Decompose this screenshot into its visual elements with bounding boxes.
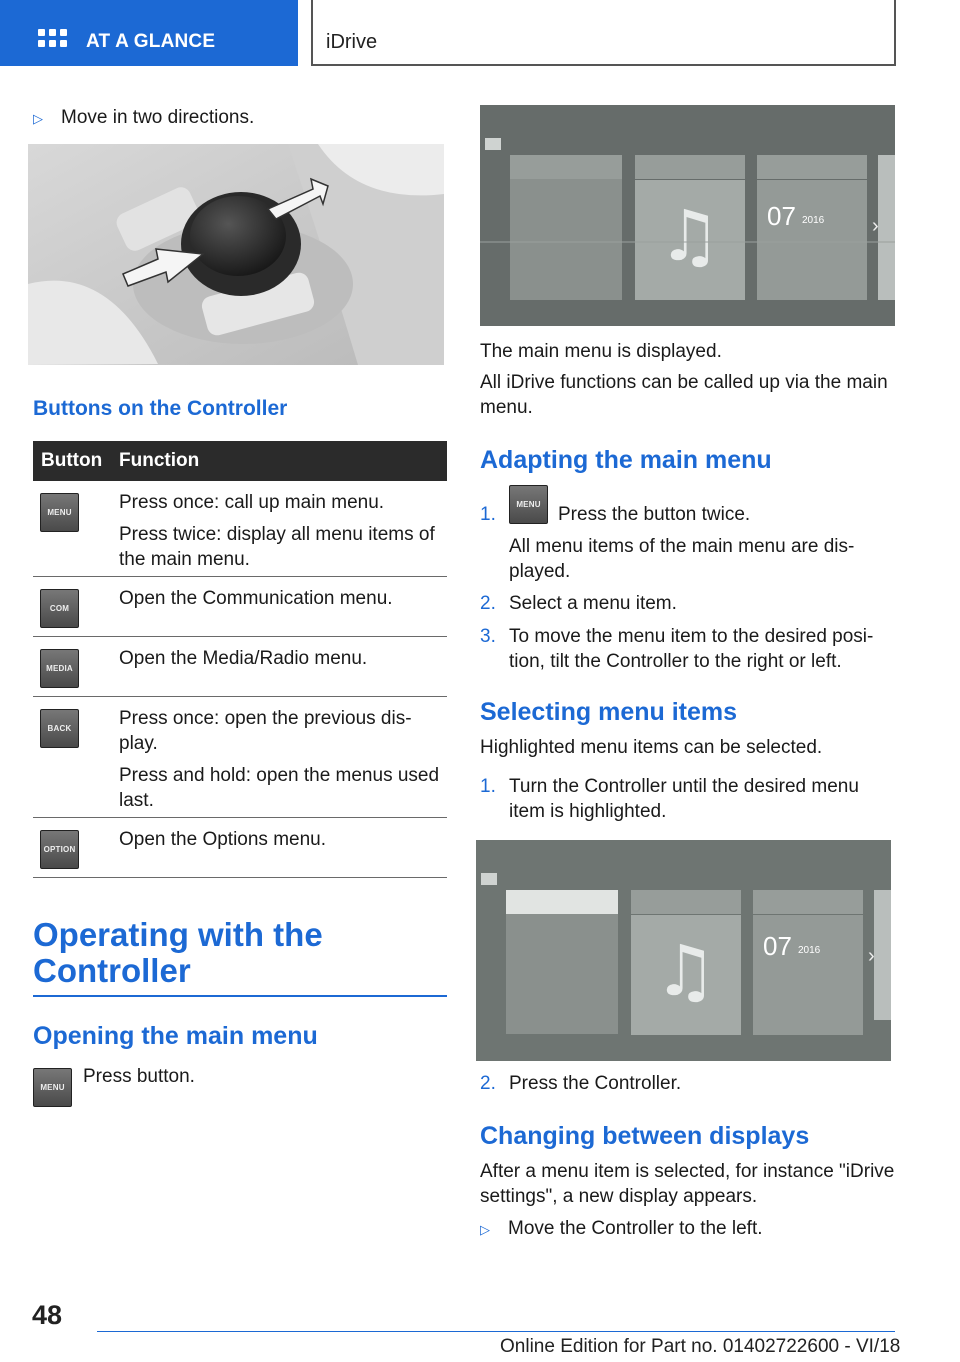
screen-date-day: 07 xyxy=(763,931,792,961)
bullet-text: Move in two directions. xyxy=(61,107,255,128)
option-key-icon: OPTION xyxy=(40,830,79,869)
list-item xyxy=(480,624,896,674)
paragraph: After a menu item is selected, for instance "iDrive settings", a new display appears. xyxy=(480,1161,895,1207)
media-key-icon: MEDIA xyxy=(40,649,79,688)
table-row xyxy=(33,637,447,697)
column-header-function: Function xyxy=(119,450,200,471)
function-text: Press and hold: open the menus used last. xyxy=(119,765,440,811)
menu-key-icon: MENU xyxy=(33,1068,72,1107)
chapter-heading: Operating with the Controller xyxy=(33,916,323,989)
grid-menu-icon xyxy=(38,29,68,55)
subheading: Changing between displays xyxy=(480,1122,810,1150)
subheading: Selecting menu items xyxy=(480,698,738,726)
list-number: 3. xyxy=(480,626,496,647)
table-row xyxy=(33,481,447,577)
paragraph: All iDrive functions can be called up via the main menu. xyxy=(480,372,888,418)
table-header xyxy=(33,441,447,481)
page-number: 48 xyxy=(32,1300,63,1330)
function-text: Open the Communication menu. xyxy=(119,588,393,609)
function-text: Press once: open the previous dis-play. xyxy=(119,708,412,754)
list-item xyxy=(480,502,896,584)
footer-rule xyxy=(97,1331,895,1332)
chapter-label: iDrive xyxy=(326,31,378,53)
bullet-item xyxy=(33,105,254,131)
list-text: To move the menu item to the desired posi-tion, tilt the Controller to the right or left. xyxy=(509,626,874,672)
menu-key-icon: MENU xyxy=(509,485,548,524)
back-key-icon: BACK xyxy=(40,709,79,748)
svg-text:♫: ♫ xyxy=(654,930,717,1012)
list-text: Press the button twice. xyxy=(558,504,751,525)
bullet-item xyxy=(480,1216,763,1242)
list-subtext: All menu items of the main menu are dis-played. xyxy=(509,536,855,582)
triangle-bullet-icon: ▷ xyxy=(480,1222,490,1237)
section-tab[interactable] xyxy=(0,0,298,66)
list-item xyxy=(480,774,896,824)
list-item xyxy=(480,591,896,616)
screen-date-year: 2016 xyxy=(798,945,821,956)
section-label: AT A GLANCE xyxy=(86,31,216,52)
paragraph: Highlighted menu items can be selected. xyxy=(480,737,823,758)
table-row xyxy=(33,577,447,637)
triangle-bullet-icon: ▷ xyxy=(33,111,43,126)
list-text: Select a menu item. xyxy=(509,593,677,614)
function-text: Press twice: display all menu items of the main menu. xyxy=(119,524,435,570)
list-number: 2. xyxy=(480,1073,496,1094)
paragraph: Press button. xyxy=(83,1066,195,1087)
svg-text:♫: ♫ xyxy=(658,195,721,277)
screen-date-day: 07 xyxy=(767,201,796,231)
paragraph: The main menu is displayed. xyxy=(480,341,722,362)
section-subheading: Buttons on the Controller xyxy=(33,397,288,420)
function-text: Open the Media/Radio menu. xyxy=(119,648,368,669)
function-text: Open the Options menu. xyxy=(119,829,327,850)
table-row xyxy=(33,818,447,878)
heading-rule xyxy=(33,995,447,997)
bullet-text: Move the Controller to the left. xyxy=(508,1218,763,1239)
column-header-button: Button xyxy=(41,450,103,471)
list-number: 2. xyxy=(480,593,496,614)
edition-note: Online Edition for Part no. 01402722600 - VI/18 xyxy=(500,1336,901,1357)
idrive-screen-image xyxy=(480,105,895,326)
subheading: Adapting the main menu xyxy=(480,446,772,474)
com-key-icon: COM xyxy=(40,589,79,628)
svg-text:›: › xyxy=(868,945,875,967)
svg-text:›: › xyxy=(872,215,879,237)
function-text: Press once: call up main menu. xyxy=(119,492,385,513)
menu-key-icon: MENU xyxy=(40,493,79,532)
screen-date-year: 2016 xyxy=(802,215,825,226)
subheading: Opening the main menu xyxy=(33,1022,318,1050)
list-number: 1. xyxy=(480,776,496,797)
table-row xyxy=(33,697,447,818)
idrive-screen-highlighted-image xyxy=(476,840,891,1061)
list-text: Turn the Controller until the desired menu item is highlighted. xyxy=(509,776,859,822)
list-number: 1. xyxy=(480,504,496,525)
list-item xyxy=(480,1071,896,1096)
controller-photo xyxy=(28,144,444,365)
buttons-table xyxy=(33,441,447,878)
chapter-tab xyxy=(311,0,896,66)
list-text: Press the Controller. xyxy=(509,1073,682,1094)
